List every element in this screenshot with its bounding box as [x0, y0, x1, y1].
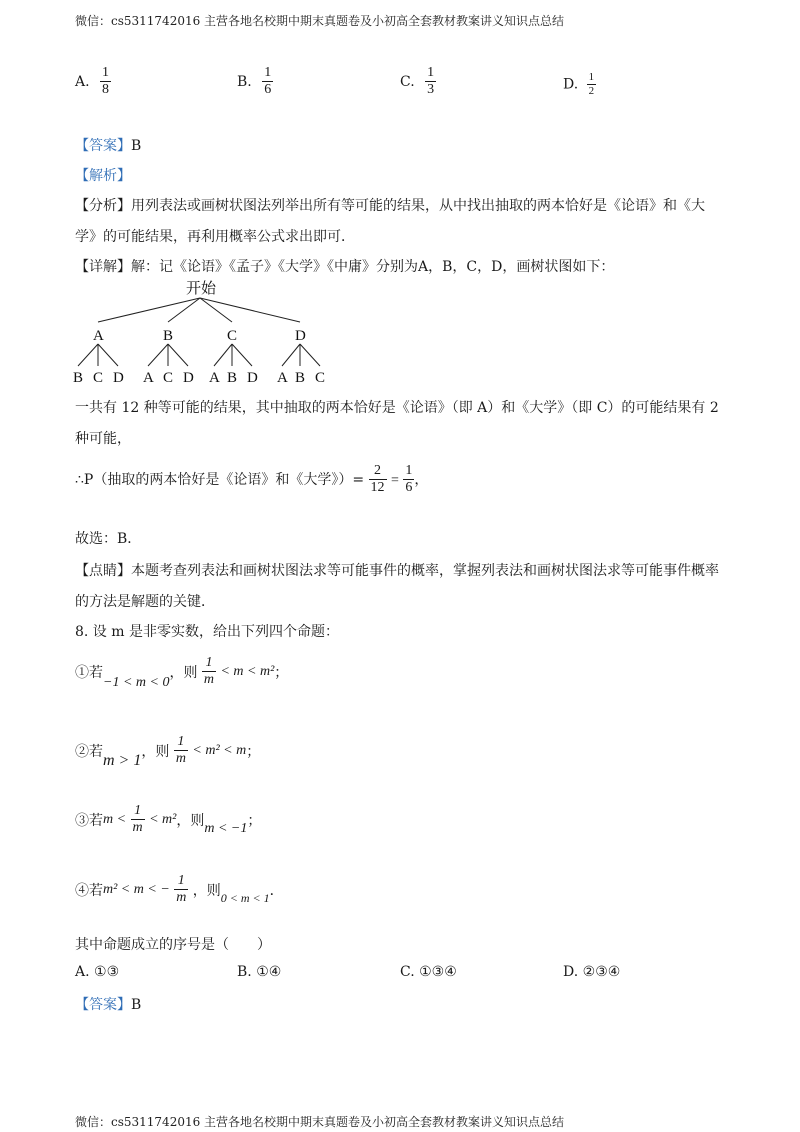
tree-leaf: A [277, 370, 288, 386]
page-footer: 微信：cs5311742016 主营各地名校期中期末真题卷及小初高全套教材教案讲义知识点总结 [75, 1115, 565, 1129]
q8-stem: 8. 设 m 是非零实数，给出下列四个命题： [75, 624, 339, 640]
tree-node-a: A [93, 328, 104, 344]
prob-denominator: 12 [370, 479, 385, 495]
prob-numerator: 2 [374, 463, 382, 478]
q7-fenxi-line2: 学》的可能结果，再利用概率公式求出即可． [75, 229, 355, 245]
q8-option-b [237, 964, 281, 980]
p1-rest: < m < m² [220, 663, 275, 679]
option-denominator: 6 [264, 81, 272, 97]
option-denominator: 2 [588, 84, 595, 97]
tree-leaf: B [227, 370, 238, 386]
option-letter: A. [75, 964, 90, 980]
q7-option-a [75, 66, 111, 98]
p4-prefix: ④若 [75, 882, 103, 899]
option-numerator: 1 [588, 71, 595, 83]
p1-then: ，则 [169, 664, 198, 681]
option-letter: C. [400, 964, 415, 980]
tree-leaf: D [247, 370, 258, 386]
p3-then: ，则 [176, 812, 205, 829]
p3-left: m < [103, 811, 127, 827]
q7-fenxi-line1 [75, 195, 705, 215]
q7-probability: ∴P（抽取的两本恰好是《论语》和《大学》）= $\frac{2}{12}$ = $\frac{1}{6}$ ， [75, 463, 429, 495]
xiangjie-text: 解：记《论语》《孟子》《大学》《中庸》分别为A，B，C，D，画树状图如下： [131, 259, 615, 275]
option-denominator: 8 [102, 81, 110, 97]
p4-left: m² < m < − [103, 881, 170, 897]
q8-proposition-2 [75, 735, 260, 767]
answer-tag: 【答案】 [75, 997, 131, 1013]
xiangjie-tag: 【详解】 [75, 259, 131, 275]
tree-node-b: B [163, 328, 174, 344]
option-text: ①③ [94, 964, 120, 980]
option-letter: B. [237, 73, 252, 90]
option-letter: B. [237, 964, 252, 980]
tree-leaf: C [93, 370, 104, 386]
tree-leaf: B [295, 370, 306, 386]
fenxi-tag: 【分析】 [75, 198, 131, 214]
p2-denominator: m [175, 750, 186, 766]
q7-option-d [563, 72, 596, 97]
tree-leaf: C [163, 370, 174, 386]
p1-end: ； [274, 664, 289, 681]
option-numerator: 1 [427, 65, 435, 80]
prob-prefix: ∴P（抽取的两本恰好是《论语》和《大学》）= [75, 471, 365, 488]
tree-diagram [60, 276, 360, 388]
p2-condition: m > 1 [103, 751, 142, 769]
page-header: 微信：cs5311742016 主营各地名校期中期末真题卷及小初高全套教材教案讲义知识点总结 [75, 14, 565, 28]
tree-leaf: A [209, 370, 220, 386]
p2-prefix: ②若 [75, 743, 103, 760]
tree-node-c: C [227, 328, 238, 344]
q7-analysis-tag: 【解析】 [75, 168, 131, 184]
p1-numerator: 1 [205, 655, 213, 670]
p3-end: ； [247, 812, 262, 829]
tree-node-d: D [295, 328, 306, 344]
p3-rest: < m² [149, 811, 177, 827]
option-letter: A. [75, 73, 90, 90]
p1-condition: −1 < m < 0 [103, 674, 170, 690]
p1-denominator: m [203, 671, 215, 687]
answer-value: B [131, 138, 142, 154]
prob-suffix: ， [414, 471, 429, 488]
tree-leaf: A [143, 370, 154, 386]
tree-leaf: C [315, 370, 326, 386]
p1-prefix: ①若 [75, 664, 103, 681]
tree-root: 开始 [186, 281, 217, 297]
q8-option-d [563, 964, 620, 980]
q7-option-b [237, 66, 273, 98]
option-denominator: 3 [427, 81, 435, 97]
answer-value: B [131, 997, 142, 1013]
fenxi-text: 用列表法或画树状图法列举出所有等可能的结果，从中找出抽取的两本恰好是《论语》和《大 [131, 198, 705, 214]
p4-numerator: 1 [177, 873, 185, 888]
p2-end: ； [246, 743, 261, 760]
tree-leaf: D [113, 370, 124, 386]
option-letter: C. [400, 73, 415, 90]
q7-xiangjie [75, 256, 614, 276]
p4-end: ． [269, 882, 284, 899]
option-numerator: 1 [102, 65, 110, 80]
p3-conclusion: m < −1 [204, 820, 248, 836]
p2-then: ，则 [141, 743, 170, 760]
q8-proposition-4 [75, 874, 284, 906]
q8-proposition-3 [75, 804, 261, 836]
option-letter: D. [563, 964, 579, 980]
q7-answer [75, 135, 141, 155]
q8-option-c [400, 964, 457, 980]
q8-option-a [75, 964, 119, 980]
p2-numerator: 1 [177, 734, 185, 749]
p3-denominator: m [132, 819, 143, 835]
answer-tag: 【答案】 [75, 138, 131, 154]
q7-choose: 故选：B． [75, 531, 142, 547]
option-numerator: 1 [264, 65, 272, 80]
q7-dianjing-line1 [75, 560, 719, 580]
p4-conclusion: 0 < m < 1 [220, 890, 270, 905]
prob-numerator: 1 [405, 463, 413, 478]
dianjing-tag: 【点睛】 [75, 563, 131, 579]
option-text: ①④ [256, 964, 282, 980]
option-text: ②③④ [582, 964, 621, 980]
q7-dianjing-line2: 的方法是解题的关键． [75, 594, 215, 610]
prob-denominator: 6 [405, 479, 413, 495]
option-letter: D. [563, 76, 579, 93]
p3-prefix: ③若 [75, 812, 103, 829]
p4-then: ，则 [192, 882, 221, 899]
tree-leaf: D [183, 370, 194, 386]
q7-result-line1: 一共有 12 种等可能的结果，其中抽取的两本恰好是《论语》（即 A）和《大学》（即 C）的可能结果有 2 [75, 400, 719, 416]
q7-result-line2: 种可能， [75, 431, 131, 447]
q8-answer [75, 994, 141, 1014]
p2-rest: < m² < m [192, 742, 247, 758]
q7-option-c [400, 66, 436, 98]
q8-question: 其中命题成立的序号是（ ） [75, 937, 271, 953]
dianjing-text: 本题考查列表法和画树状图法求等可能事件的概率，掌握列表法和画树状图法求等可能事件概率 [131, 563, 719, 579]
q8-proposition-1 [75, 656, 288, 688]
tree-leaf: B [73, 370, 84, 386]
p3-numerator: 1 [134, 803, 142, 818]
option-text: ①③④ [419, 964, 457, 980]
p4-denominator: m [176, 889, 187, 905]
